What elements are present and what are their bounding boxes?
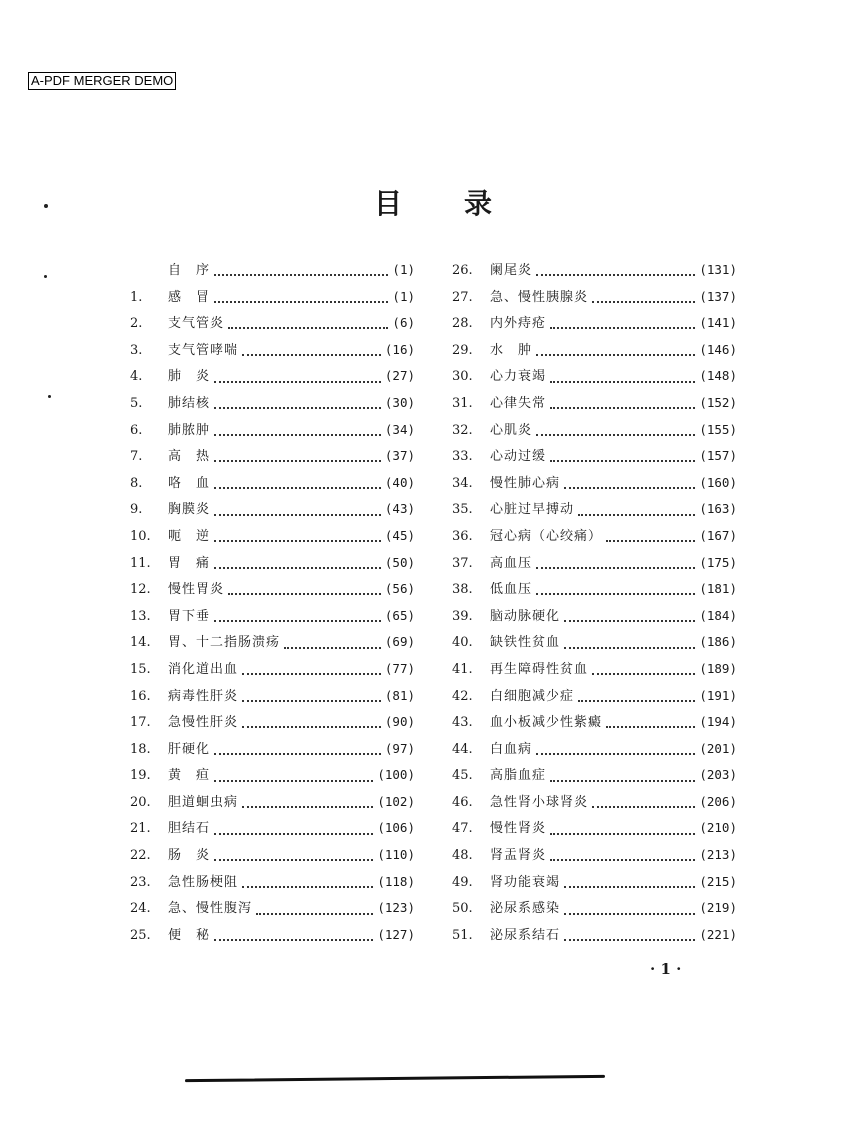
toc-entry-title: 咯 血 bbox=[168, 475, 211, 491]
toc-entry-number: 14. bbox=[130, 635, 151, 651]
dot-leader bbox=[214, 460, 381, 462]
toc-entry-number: 28. bbox=[452, 316, 473, 332]
toc-entry-number: 44. bbox=[452, 741, 473, 757]
dot-leader bbox=[564, 647, 695, 649]
toc-entry-title: 急、慢性腹泻 bbox=[168, 901, 253, 917]
toc-entry bbox=[130, 578, 415, 605]
toc-entry-number: 1. bbox=[130, 289, 143, 305]
toc-entry-title: 脑动脉硬化 bbox=[490, 608, 561, 624]
toc-entry-page: (152) bbox=[699, 394, 737, 410]
toc-entry-page: (210) bbox=[699, 820, 737, 836]
toc-entry-page: (175) bbox=[699, 554, 737, 570]
dot-leader bbox=[214, 753, 381, 755]
toc-entry-page: (141) bbox=[699, 315, 737, 331]
toc-entry-page: (30) bbox=[384, 394, 415, 410]
toc-entry-page: (77) bbox=[384, 660, 415, 676]
watermark-label: A-PDF MERGER DEMO bbox=[28, 72, 176, 90]
toc-entry-page: (203) bbox=[699, 767, 737, 783]
dot-leader bbox=[214, 301, 388, 303]
toc-entry bbox=[130, 631, 415, 658]
toc-entry-number: 46. bbox=[452, 794, 473, 810]
toc-entry-number: 50. bbox=[452, 901, 473, 917]
toc-entry bbox=[452, 738, 737, 765]
toc-entry-page: (215) bbox=[699, 873, 737, 889]
toc-entry-title: 病毒性肝炎 bbox=[168, 688, 239, 704]
toc-entry bbox=[452, 711, 737, 738]
toc-entry-title: 自 序 bbox=[168, 263, 211, 278]
toc-entry bbox=[130, 685, 415, 712]
toc-entry-page: (27) bbox=[384, 368, 415, 384]
toc-entry-number: 39. bbox=[452, 608, 473, 624]
toc-entry-title: 肺脓肿 bbox=[168, 422, 211, 438]
toc-entry-page: (163) bbox=[699, 501, 737, 517]
toc-entry bbox=[452, 392, 737, 419]
toc-entry-title: 支气管炎 bbox=[168, 316, 225, 332]
toc-entry-page: (123) bbox=[377, 900, 415, 916]
toc-entry-number: 49. bbox=[452, 874, 473, 890]
toc-entry-title: 急慢性肝炎 bbox=[168, 715, 239, 731]
toc-entry-number: 41. bbox=[452, 661, 473, 677]
toc-entry-title: 心律失常 bbox=[490, 395, 547, 411]
toc-entry-number: 11. bbox=[130, 555, 151, 571]
scan-speck bbox=[44, 275, 47, 278]
toc-entry-title: 慢性肺心病 bbox=[490, 475, 561, 491]
dot-leader bbox=[592, 301, 695, 303]
toc-entry-page: (157) bbox=[699, 448, 737, 464]
toc-entry bbox=[452, 791, 737, 818]
toc-entry bbox=[130, 445, 415, 472]
toc-entry-title: 急、慢性胰腺炎 bbox=[490, 289, 589, 305]
toc-entry bbox=[452, 312, 737, 339]
toc-entry-number: 29. bbox=[452, 342, 473, 358]
toc-entry-page: (206) bbox=[699, 793, 737, 809]
toc-entry-page: (34) bbox=[384, 421, 415, 437]
toc-entry-number: 26. bbox=[452, 263, 473, 278]
toc-entry-title: 心力衰竭 bbox=[490, 369, 547, 385]
toc-entry-number: 13. bbox=[130, 608, 151, 624]
dot-leader bbox=[242, 886, 373, 888]
toc-entry-page: (37) bbox=[384, 448, 415, 464]
toc-entry-page: (146) bbox=[699, 341, 737, 357]
toc-entry-page: (194) bbox=[699, 714, 737, 730]
toc-entry-title: 肾盂肾炎 bbox=[490, 848, 547, 864]
toc-entry-page: (40) bbox=[384, 474, 415, 490]
dot-leader bbox=[592, 806, 695, 808]
toc-entry-title: 呃 逆 bbox=[168, 528, 211, 544]
toc-entry-number: 5. bbox=[130, 395, 143, 411]
toc-entry bbox=[130, 791, 415, 818]
scan-line bbox=[185, 1075, 605, 1082]
toc-entry-page: (167) bbox=[699, 527, 737, 543]
toc-entry-title: 再生障碍性贫血 bbox=[490, 661, 589, 677]
toc-entry-title: 泌尿系结石 bbox=[490, 927, 561, 943]
toc-entry bbox=[452, 578, 737, 605]
dot-leader bbox=[214, 939, 373, 941]
toc-entry bbox=[130, 365, 415, 392]
toc-entry-number: 10. bbox=[130, 528, 151, 544]
toc-entry-title: 冠心病（心绞痛） bbox=[490, 528, 603, 544]
toc-entry-title: 心动过缓 bbox=[490, 449, 547, 465]
toc-entry-page: (1) bbox=[392, 262, 415, 277]
toc-left-column bbox=[130, 259, 415, 950]
toc-entry bbox=[452, 472, 737, 499]
dot-leader bbox=[550, 833, 695, 835]
toc-entry-number: 51. bbox=[452, 927, 473, 943]
toc-entry-title: 肠 炎 bbox=[168, 848, 211, 864]
toc-entry-title: 白血病 bbox=[490, 741, 533, 757]
toc-entry bbox=[130, 419, 415, 446]
dot-leader bbox=[564, 487, 695, 489]
toc-entry-title: 缺铁性贫血 bbox=[490, 635, 561, 651]
dot-leader bbox=[564, 620, 695, 622]
toc-entry-page: (6) bbox=[392, 315, 415, 331]
toc-entry-title: 水 肿 bbox=[490, 342, 533, 358]
dot-leader bbox=[242, 700, 381, 702]
toc-entry-number: 47. bbox=[452, 821, 473, 837]
toc-entry bbox=[452, 817, 737, 844]
dot-leader bbox=[536, 434, 695, 436]
footer-page-number: · 1 · bbox=[650, 960, 682, 978]
toc-entry-title: 高脂血症 bbox=[490, 768, 547, 784]
toc-entry-number: 20. bbox=[130, 794, 151, 810]
dot-leader bbox=[214, 859, 373, 861]
toc-entry-title: 胃 痛 bbox=[168, 555, 211, 571]
toc-entry-title: 急性肾小球肾炎 bbox=[490, 794, 589, 810]
toc-entry bbox=[452, 631, 737, 658]
toc-entry-title: 心脏过早搏动 bbox=[490, 502, 575, 518]
toc-entry-page: (45) bbox=[384, 527, 415, 543]
toc-entry-number: 32. bbox=[452, 422, 473, 438]
dot-leader bbox=[242, 806, 373, 808]
toc-entry-title: 便 秘 bbox=[168, 927, 211, 943]
toc-entry bbox=[452, 498, 737, 525]
dot-leader bbox=[214, 567, 381, 569]
toc-entry-number: 38. bbox=[452, 582, 473, 598]
dot-leader bbox=[536, 354, 695, 356]
toc-entry-page: (97) bbox=[384, 740, 415, 756]
dot-leader bbox=[536, 567, 695, 569]
dot-leader bbox=[536, 753, 695, 755]
toc-entry-title: 心肌炎 bbox=[490, 422, 533, 438]
toc-entry-page: (43) bbox=[384, 501, 415, 517]
toc-entry-number: 35. bbox=[452, 502, 473, 518]
dot-leader bbox=[214, 620, 381, 622]
toc-entry-number: 30. bbox=[452, 369, 473, 385]
toc-entry-title: 慢性肾炎 bbox=[490, 821, 547, 837]
toc-entry-page: (118) bbox=[377, 873, 415, 889]
dot-leader bbox=[550, 407, 695, 409]
toc-entry-page: (56) bbox=[384, 581, 415, 597]
dot-leader bbox=[214, 540, 381, 542]
toc-entry bbox=[452, 658, 737, 685]
toc-entry-page: (201) bbox=[699, 740, 737, 756]
toc-entry bbox=[130, 525, 415, 552]
toc-entry bbox=[452, 365, 737, 392]
dot-leader bbox=[564, 939, 695, 941]
toc-entry-number: 36. bbox=[452, 528, 473, 544]
toc-entry-page: (100) bbox=[377, 767, 415, 783]
toc-entry-title: 肺结核 bbox=[168, 395, 211, 411]
toc-entry-page: (160) bbox=[699, 474, 737, 490]
dot-leader bbox=[256, 913, 373, 915]
toc-entry-number: 27. bbox=[452, 289, 473, 305]
toc-entry-number: 33. bbox=[452, 449, 473, 465]
toc-entry-title: 白细胞减少症 bbox=[490, 688, 575, 704]
toc-entry-page: (69) bbox=[384, 634, 415, 650]
toc-entry bbox=[452, 685, 737, 712]
toc-entry-number: 7. bbox=[130, 449, 143, 465]
dot-leader bbox=[564, 913, 695, 915]
toc-entry-page: (189) bbox=[699, 660, 737, 676]
toc-entry-number: 17. bbox=[130, 715, 151, 731]
toc-entry-title: 内外痔疮 bbox=[490, 316, 547, 332]
toc-entry bbox=[130, 472, 415, 499]
toc-entry-title: 胸膜炎 bbox=[168, 502, 211, 518]
dot-leader bbox=[606, 540, 695, 542]
toc-entry-number: 18. bbox=[130, 741, 151, 757]
toc-entry-number: 15. bbox=[130, 661, 151, 677]
toc-entry-page: (110) bbox=[377, 847, 415, 863]
dot-leader bbox=[550, 780, 695, 782]
dot-leader bbox=[214, 487, 381, 489]
toc-entry-title: 慢性胃炎 bbox=[168, 582, 225, 598]
toc-entry-number: 40. bbox=[452, 635, 473, 651]
toc-entry-page: (90) bbox=[384, 714, 415, 730]
toc-entry-page: (184) bbox=[699, 607, 737, 623]
dot-leader bbox=[242, 726, 381, 728]
dot-leader bbox=[536, 274, 695, 276]
toc-entry-number: 9. bbox=[130, 502, 143, 518]
toc-entry-number: 6. bbox=[130, 422, 143, 438]
dot-leader bbox=[284, 647, 381, 649]
toc-entry bbox=[452, 259, 737, 286]
dot-leader bbox=[536, 593, 695, 595]
dot-leader bbox=[550, 460, 695, 462]
toc-entry-title: 血小板减少性紫癜 bbox=[490, 715, 603, 731]
toc-entry-page: (148) bbox=[699, 368, 737, 384]
toc-entry bbox=[130, 924, 415, 951]
toc-entry bbox=[130, 658, 415, 685]
dot-leader bbox=[550, 381, 695, 383]
toc-entry-page: (221) bbox=[699, 926, 737, 942]
toc-entry-page: (50) bbox=[384, 554, 415, 570]
toc-entry-title: 胃、十二指肠溃疡 bbox=[168, 635, 281, 651]
toc-entry-title: 高 热 bbox=[168, 449, 211, 465]
dot-leader bbox=[214, 274, 388, 276]
toc-entry-number: 31. bbox=[452, 395, 473, 411]
dot-leader bbox=[228, 327, 388, 329]
dot-leader bbox=[214, 514, 381, 516]
toc-entry-page: (81) bbox=[384, 687, 415, 703]
toc-entry-page: (137) bbox=[699, 288, 737, 304]
toc-entry-title: 肝硬化 bbox=[168, 741, 211, 757]
toc-entry bbox=[130, 259, 415, 286]
toc-entry-number: 3. bbox=[130, 342, 143, 358]
toc-entry bbox=[452, 924, 737, 951]
toc-entry bbox=[130, 605, 415, 632]
toc-entry bbox=[452, 552, 737, 579]
toc-entry bbox=[130, 498, 415, 525]
toc-entry bbox=[452, 764, 737, 791]
scan-speck bbox=[44, 204, 48, 208]
toc-entry bbox=[130, 286, 415, 313]
toc-entry-number: 19. bbox=[130, 768, 151, 784]
toc-entry-page: (191) bbox=[699, 687, 737, 703]
toc-entry-title: 消化道出血 bbox=[168, 661, 239, 677]
toc-entry-title: 胃下垂 bbox=[168, 608, 211, 624]
toc-entry-number: 43. bbox=[452, 715, 473, 731]
toc-right-column bbox=[452, 259, 737, 950]
toc-entry bbox=[452, 286, 737, 313]
toc-entry-page: (213) bbox=[699, 847, 737, 863]
toc-entry-page: (102) bbox=[377, 793, 415, 809]
toc-entry-number: 16. bbox=[130, 688, 151, 704]
toc-entry-title: 胆道蛔虫病 bbox=[168, 794, 239, 810]
toc-entry-title: 支气管哮喘 bbox=[168, 342, 239, 358]
toc-entry-number: 25. bbox=[130, 927, 151, 943]
toc-entry bbox=[130, 392, 415, 419]
toc-entry-title: 肺 炎 bbox=[168, 369, 211, 385]
toc-entry-number: 21. bbox=[130, 821, 151, 837]
toc-entry bbox=[130, 552, 415, 579]
toc-entry-number: 45. bbox=[452, 768, 473, 784]
toc-entry-page: (219) bbox=[699, 900, 737, 916]
dot-leader bbox=[228, 593, 381, 595]
dot-leader bbox=[214, 407, 381, 409]
toc-entry-number: 48. bbox=[452, 848, 473, 864]
toc-entry bbox=[130, 312, 415, 339]
toc-entry bbox=[452, 419, 737, 446]
toc-entry bbox=[130, 738, 415, 765]
toc-entry-page: (65) bbox=[384, 607, 415, 623]
toc-entry bbox=[130, 871, 415, 898]
toc-entry-title: 低血压 bbox=[490, 582, 533, 598]
dot-leader bbox=[564, 886, 695, 888]
toc-entry bbox=[130, 897, 415, 924]
toc-entry bbox=[452, 844, 737, 871]
dot-leader bbox=[242, 354, 381, 356]
scan-speck bbox=[48, 395, 51, 398]
toc-entry bbox=[130, 339, 415, 366]
toc-entry-title: 感 冒 bbox=[168, 289, 211, 305]
dot-leader bbox=[550, 327, 695, 329]
toc-entry-page: (1) bbox=[392, 288, 415, 304]
toc-entry-page: (106) bbox=[377, 820, 415, 836]
toc-entry-title: 高血压 bbox=[490, 555, 533, 571]
toc-entry-number: 8. bbox=[130, 475, 143, 491]
dot-leader bbox=[214, 381, 381, 383]
toc-entry-title: 肾功能衰竭 bbox=[490, 874, 561, 890]
toc-entry-title: 泌尿系感染 bbox=[490, 901, 561, 917]
toc-entry-page: (16) bbox=[384, 341, 415, 357]
toc-entry bbox=[130, 711, 415, 738]
dot-leader bbox=[550, 859, 695, 861]
toc-entry bbox=[452, 525, 737, 552]
page-title: 目录 bbox=[373, 187, 554, 220]
toc-entry-number: 24. bbox=[130, 901, 151, 917]
toc-entry-number: 42. bbox=[452, 688, 473, 704]
toc-entry-number: 22. bbox=[130, 848, 151, 864]
toc-entry-page: (181) bbox=[699, 581, 737, 597]
dot-leader bbox=[578, 514, 695, 516]
dot-leader bbox=[214, 780, 373, 782]
toc-entry bbox=[452, 339, 737, 366]
toc-entry bbox=[452, 605, 737, 632]
toc-entry-number: 23. bbox=[130, 874, 151, 890]
dot-leader bbox=[592, 673, 695, 675]
toc-entry-title: 黄 疸 bbox=[168, 768, 211, 784]
toc-entry bbox=[130, 817, 415, 844]
toc-entry-number: 12. bbox=[130, 582, 151, 598]
toc-entry-title: 阑尾炎 bbox=[490, 263, 533, 278]
toc-entry-number: 2. bbox=[130, 316, 143, 332]
dot-leader bbox=[606, 726, 695, 728]
toc-entry bbox=[452, 871, 737, 898]
dot-leader bbox=[578, 700, 695, 702]
toc-entry-title: 胆结石 bbox=[168, 821, 211, 837]
toc-entry bbox=[452, 897, 737, 924]
toc-entry-title: 急性肠梗阻 bbox=[168, 874, 239, 890]
toc-entry-number: 37. bbox=[452, 555, 473, 571]
toc-entry-number: 34. bbox=[452, 475, 473, 491]
dot-leader bbox=[242, 673, 381, 675]
dot-leader bbox=[214, 434, 381, 436]
toc-entry-page: (131) bbox=[699, 262, 737, 277]
toc-entry-page: (155) bbox=[699, 421, 737, 437]
toc-entry-page: (127) bbox=[377, 926, 415, 942]
toc-entry-page: (186) bbox=[699, 634, 737, 650]
toc-entry bbox=[452, 445, 737, 472]
toc-entry bbox=[130, 844, 415, 871]
dot-leader bbox=[214, 833, 373, 835]
toc-entry-number: 4. bbox=[130, 369, 143, 385]
toc-entry bbox=[130, 764, 415, 791]
